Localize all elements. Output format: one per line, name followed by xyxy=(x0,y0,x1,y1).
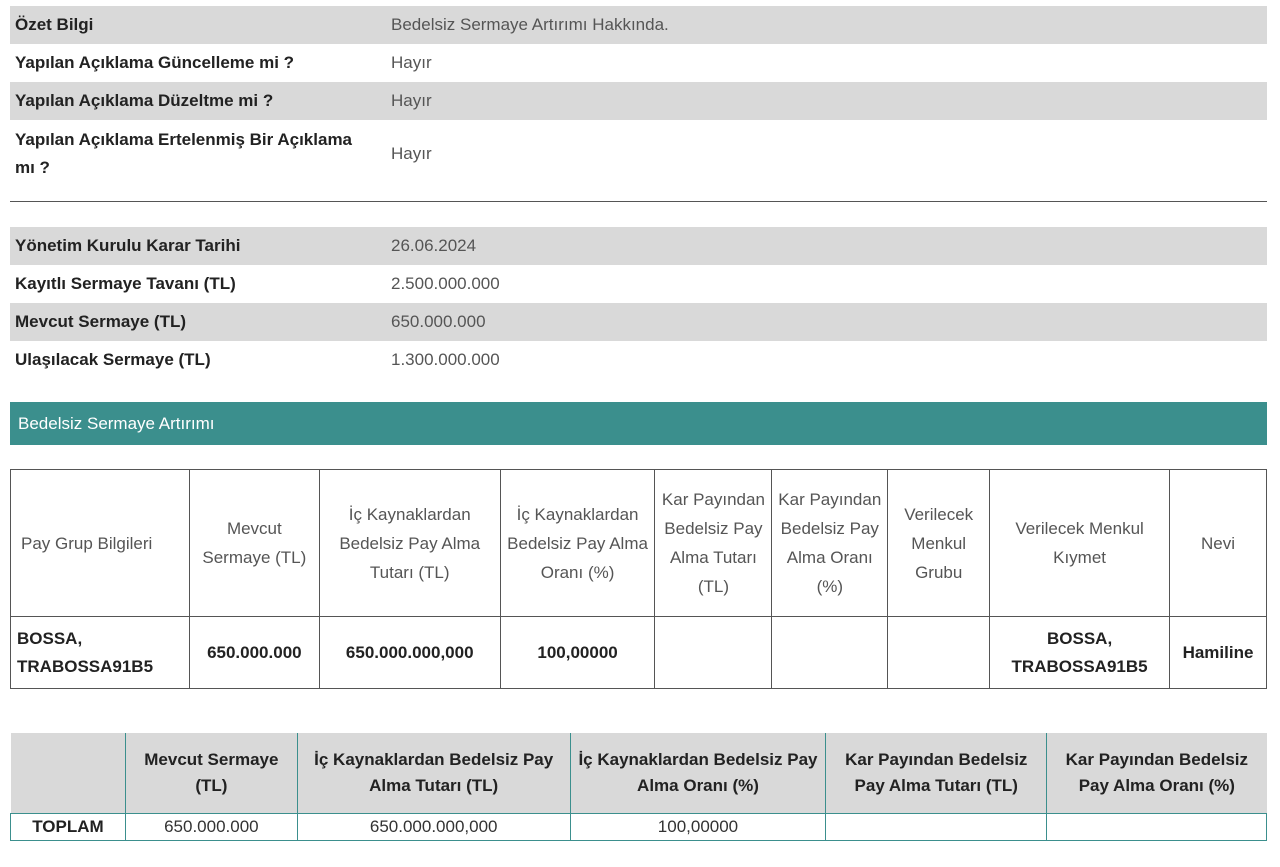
table-cell xyxy=(772,617,888,689)
totals-header-row xyxy=(11,733,1267,814)
header-cell xyxy=(11,733,126,814)
info-row-correction xyxy=(10,82,1267,120)
header-cell: Kar Payından Bedelsiz Pay Alma Tutarı (TL) xyxy=(826,733,1047,814)
capital-value: 1.300.000.000 xyxy=(391,350,500,369)
table-cell xyxy=(826,814,1047,841)
header-cell: Verilecek Menkul Grubu xyxy=(888,470,990,617)
table-cell xyxy=(1047,814,1267,841)
divider xyxy=(10,201,1267,202)
info-value: Bedelsiz Sermaye Artırımı Hakkında. xyxy=(391,15,669,34)
header-cell: Kar Payından Bedelsiz Pay Alma Tutarı (TL) xyxy=(655,470,772,617)
info-value: Hayır xyxy=(391,144,432,163)
info-label: Yapılan Açıklama Düzeltme mi ? xyxy=(15,91,274,110)
capital-row-decision-date xyxy=(10,227,1267,265)
info-label: Yapılan Açıklama Ertelenmiş Bir Açıklama mı ? xyxy=(15,130,353,177)
table-row xyxy=(11,617,1267,689)
section-header: Bedelsiz Sermaye Artırımı xyxy=(10,402,1267,445)
table-cell xyxy=(888,617,990,689)
capital-label: Ulaşılacak Sermaye (TL) xyxy=(15,350,211,369)
capital-info xyxy=(10,227,1267,379)
table-cell: 650.000.000,000 xyxy=(319,617,500,689)
info-row-summary xyxy=(10,6,1267,44)
header-cell: Kar Payından Bedelsiz Pay Alma Oranı (%) xyxy=(772,470,888,617)
header-cell: İç Kaynaklardan Bedelsiz Pay Alma Tutarı (TL) xyxy=(319,470,500,617)
info-row-update xyxy=(10,44,1267,82)
header-cell: İç Kaynaklardan Bedelsiz Pay Alma Tutarı (TL) xyxy=(297,733,570,814)
info-row-deferred xyxy=(10,120,1267,188)
info-value: Hayır xyxy=(391,53,432,72)
header-cell: İç Kaynaklardan Bedelsiz Pay Alma Oranı (%) xyxy=(500,470,655,617)
capital-label: Mevcut Sermaye (TL) xyxy=(15,312,186,331)
header-cell: Mevcut Sermaye (TL) xyxy=(189,470,319,617)
capital-value: 650.000.000 xyxy=(391,312,486,331)
totals-table xyxy=(10,733,1267,841)
info-label: Özet Bilgi xyxy=(15,15,94,34)
info-label: Yapılan Açıklama Güncelleme mi ? xyxy=(15,53,295,72)
table-cell: BOSSA, TRABOSSA91B5 xyxy=(990,617,1170,689)
header-cell: Mevcut Sermaye (TL) xyxy=(125,733,297,814)
table-cell: 100,00000 xyxy=(570,814,826,841)
capital-row-current xyxy=(10,303,1267,341)
totals-label: TOPLAM xyxy=(11,814,126,841)
header-cell: Kar Payından Bedelsiz Pay Alma Oranı (%) xyxy=(1047,733,1267,814)
summary-info xyxy=(10,6,1267,188)
table-cell: BOSSA, TRABOSSA91B5 xyxy=(11,617,190,689)
header-cell: İç Kaynaklardan Bedelsiz Pay Alma Oranı (%) xyxy=(570,733,826,814)
table-cell: 650.000.000 xyxy=(189,617,319,689)
table-cell: 100,00000 xyxy=(500,617,655,689)
table-cell: Hamiline xyxy=(1170,617,1267,689)
capital-value: 26.06.2024 xyxy=(391,236,477,255)
table-header-row xyxy=(11,470,1267,617)
header-cell: Pay Grup Bilgileri xyxy=(11,470,190,617)
capital-label: Yönetim Kurulu Karar Tarihi xyxy=(15,236,241,255)
table-cell: 650.000.000 xyxy=(125,814,297,841)
table-cell xyxy=(655,617,772,689)
totals-row xyxy=(11,814,1267,841)
capital-row-target xyxy=(10,341,1267,379)
bonus-issue-table xyxy=(10,469,1267,689)
header-cell: Verilecek Menkul Kıymet xyxy=(990,470,1170,617)
capital-row-registered-ceiling xyxy=(10,265,1267,303)
info-value: Hayır xyxy=(391,91,432,110)
capital-value: 2.500.000.000 xyxy=(391,274,500,293)
capital-label: Kayıtlı Sermaye Tavanı (TL) xyxy=(15,274,236,293)
table-cell: 650.000.000,000 xyxy=(297,814,570,841)
header-cell: Nevi xyxy=(1170,470,1267,617)
